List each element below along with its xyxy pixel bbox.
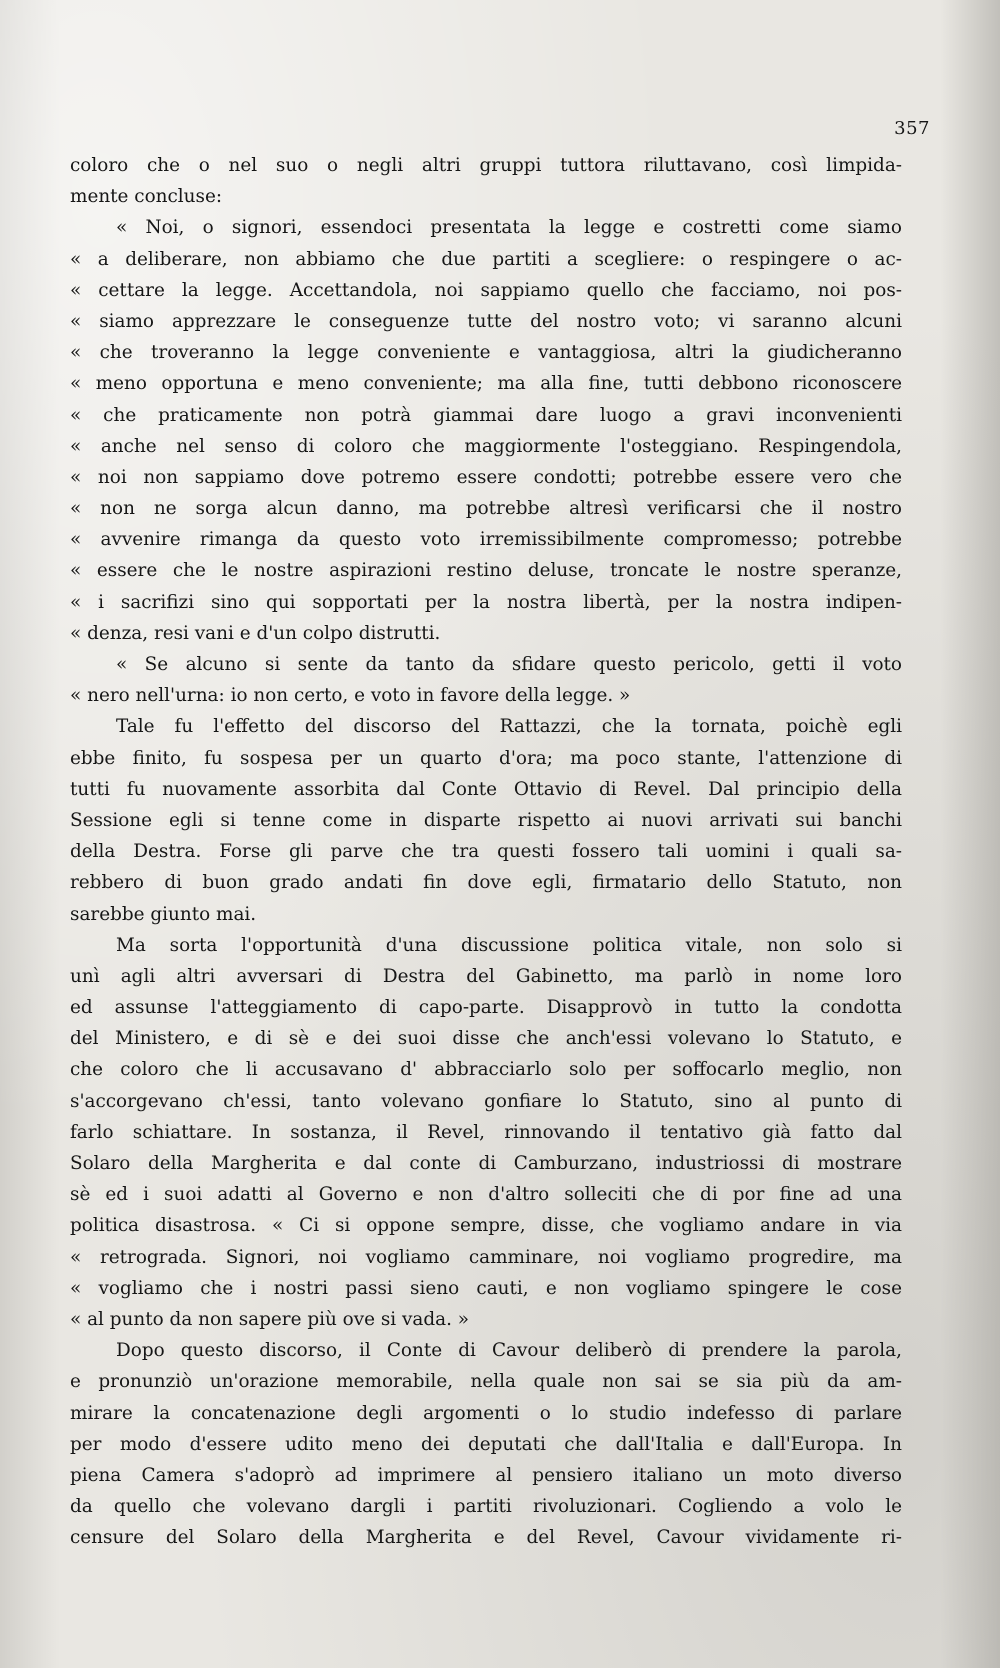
text-line: Ma sorta l'opportunità d'una discussione politica vitale, non solo si (116, 934, 902, 956)
text-line: tutti fu nuovamente assorbita dal Conte Ottavio di Revel. Dal principio della (70, 778, 902, 800)
text-line: unì agli altri avversari di Destra del Gabinetto, ma parlò in nome loro (70, 965, 902, 987)
text-line: « avvenire rimanga da questo voto irremissibilmente compromesso; potrebbe (70, 529, 902, 551)
text-line: « denza, resi vani e d'un colpo distrutti. (70, 622, 441, 644)
text-line: sarebbe giunto mai. (70, 903, 257, 925)
text-line: piena Camera s'adoprò ad imprimere al pensiero italiano un moto diverso (70, 1464, 902, 1486)
text-line: « essere che le nostre aspirazioni restino deluse, troncate le nostre speranze, (70, 560, 902, 582)
text-line: « Se alcuno si sente da tanto da sfidare questo pericolo, getti il voto (116, 654, 902, 675)
text-line: mente concluse: (70, 186, 223, 208)
page-number: 357 (894, 118, 930, 139)
body-text (70, 150, 902, 1553)
text-line: politica disastrosa. « Ci si oppone sempre, disse, che vogliamo andare in via (70, 1215, 902, 1237)
text-line: « i sacrifizi sino qui sopportati per la nostra libertà, per la nostra indipen- (70, 591, 902, 613)
text-line: da quello che volevano dargli i partiti rivoluzionari. Cogliendo a volo le (70, 1496, 902, 1518)
text-line: s'accorgevano ch'essi, tanto volevano gonfiare lo Statuto, sino al punto di (70, 1090, 902, 1112)
text-line: Solaro della Margherita e dal conte di Camburzano, industriossi di mostrare (70, 1153, 902, 1174)
text-line: farlo schiattare. In sostanza, il Revel, rinnovando il tentativo già fatto dal (70, 1121, 902, 1143)
text-line: Tale fu l'effetto del discorso del Rattazzi, che la tornata, poichè egli (116, 716, 902, 738)
text-line: « cettare la legge. Accettandola, noi sappiamo quello che facciamo, noi pos- (70, 279, 902, 301)
text-line: mirare la concatenazione degli argomenti o lo studio indefesso di parlare (70, 1402, 902, 1424)
text-line: sè ed i suoi adatti al Governo e non d'altro solleciti che di por fine ad una (70, 1184, 902, 1206)
text-line: « vogliamo che i nostri passi sieno cauti, e non vogliamo spingere le cose (70, 1277, 902, 1299)
text-line: « siamo apprezzare le conseguenze tutte del nostro voto; vi saranno alcuni (70, 310, 902, 332)
text-line: ed assunse l'atteggiamento di capo-parte. Disapprovò in tutto la condotta (70, 997, 902, 1019)
text-line: « retrograda. Signori, noi vogliamo camminare, noi vogliamo progredire, ma (70, 1246, 902, 1268)
text-line: Sessione egli si tenne come in disparte rispetto ai nuovi arrivati sui banchi (70, 809, 902, 831)
text-line: censure del Solaro della Margherita e del Revel, Cavour vividamente ri- (70, 1527, 902, 1549)
text-line: per modo d'essere udito meno dei deputati che dall'Italia e dall'Europa. In (70, 1433, 902, 1455)
text-line: e pronunziò un'orazione memorabile, nella quale non sai se sia più da am- (70, 1371, 902, 1393)
text-line: « al punto da non sapere più ove si vada. » (70, 1308, 470, 1330)
text-line: del Ministero, e di sè e dei suoi disse che anch'essi volevano lo Statuto, e (70, 1028, 902, 1050)
text-line: « meno opportuna e meno conveniente; ma alla fine, tutti debbono riconoscere (70, 373, 902, 395)
text-line: ebbe finito, fu sospesa per un quarto d'ora; ma poco stante, l'attenzione di (70, 747, 902, 769)
text-line: della Destra. Forse gli parve che tra questi fossero tali uomini i quali sa- (70, 841, 902, 863)
text-line: che coloro che li accusavano d' abbracciarlo solo per soffocarlo meglio, non (70, 1059, 902, 1081)
text-line: « che praticamente non potrà giammai dare luogo a gravi inconvenienti (70, 404, 902, 426)
text-line: « non ne sorga alcun danno, ma potrebbe altresì verificarsi che il nostro (70, 498, 902, 520)
text-line: « a deliberare, non abbiamo che due partiti a scegliere: o respingere o ac- (70, 248, 902, 270)
text-line: « anche nel senso di coloro che maggiormente l'osteggiano. Respingendola, (70, 435, 902, 457)
text-line: « nero nell'urna: io non certo, e voto in favore della legge. » (70, 685, 631, 707)
text-line: coloro che o nel suo o negli altri gruppi tuttora riluttavano, così limpida- (70, 155, 902, 176)
text-line: Dopo questo discorso, il Conte di Cavour deliberò di prendere la parola, (116, 1340, 902, 1362)
text-line: rebbero di buon grado andati fin dove egli, firmatario dello Statuto, non (70, 872, 902, 894)
text-line: « Noi, o signori, essendoci presentata la legge e costretti come siamo (116, 217, 902, 239)
text-line: « che troveranno la legge conveniente e vantaggiosa, altri la giudicheranno (70, 342, 902, 364)
text-line: « noi non sappiamo dove potremo essere condotti; potrebbe essere vero che (70, 466, 902, 488)
